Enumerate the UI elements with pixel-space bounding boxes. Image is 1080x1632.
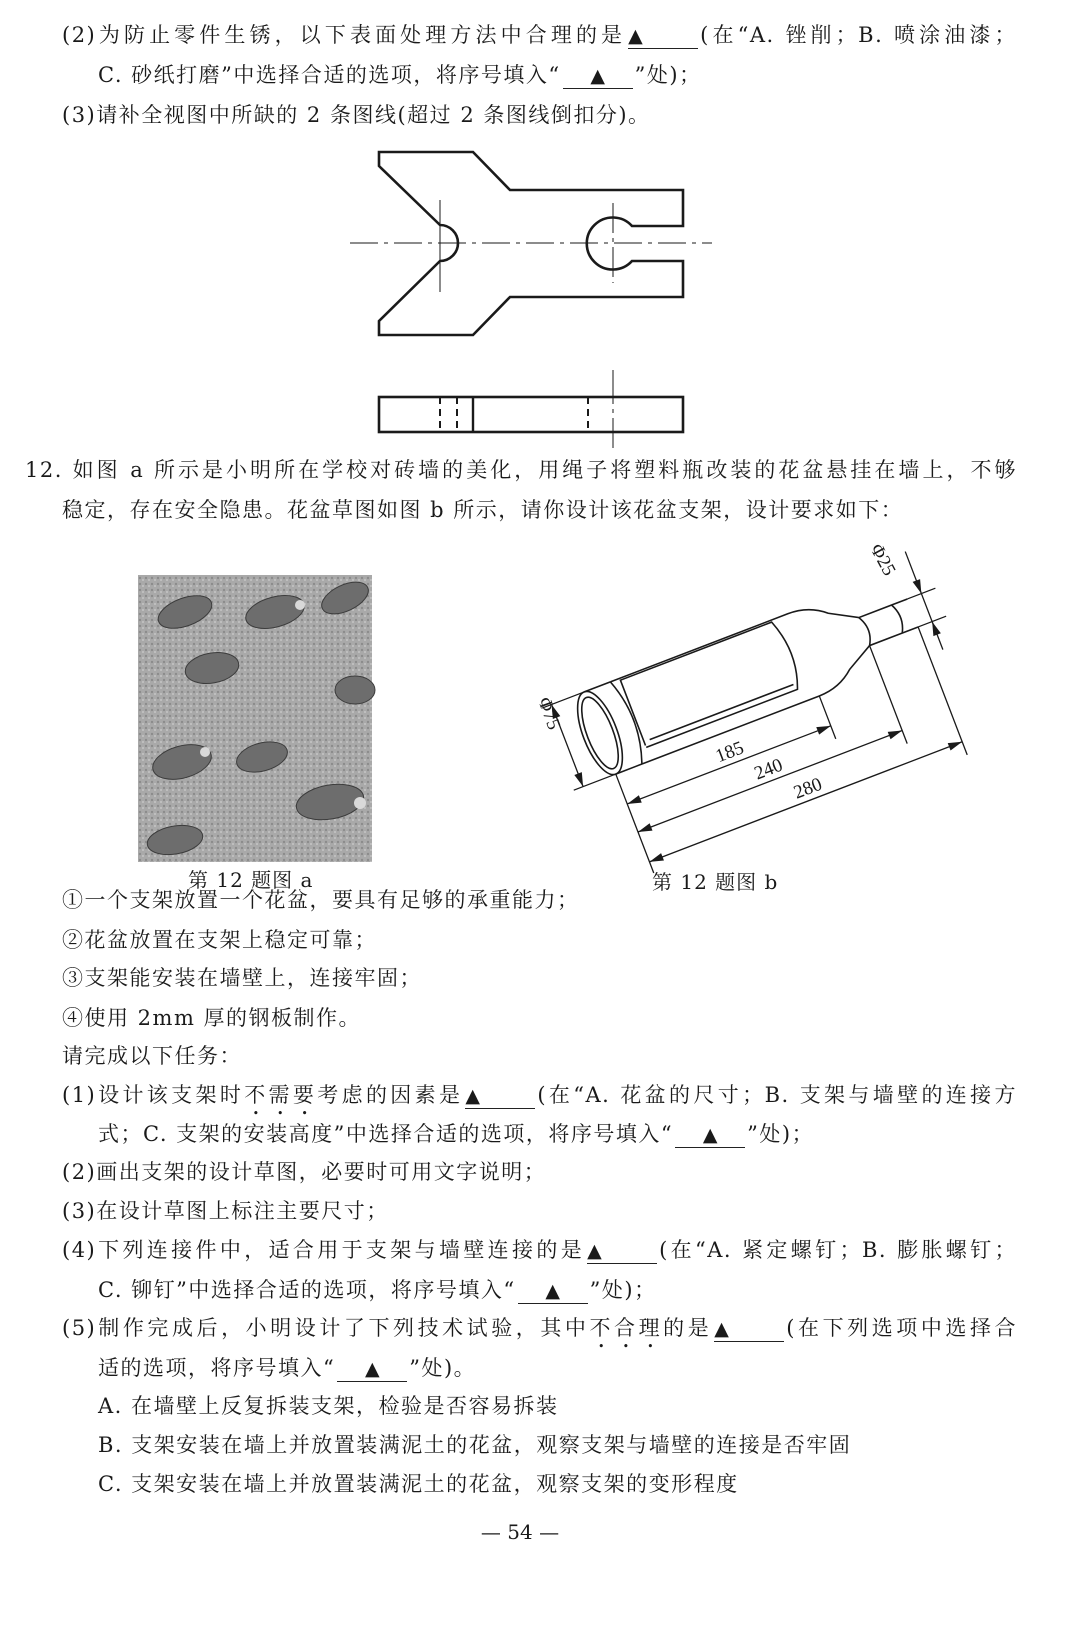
front-view-outline <box>379 397 683 432</box>
text: (1)设计该支架时 <box>62 1083 245 1107</box>
technical-drawing-views <box>350 152 712 448</box>
answer-blank[interactable]: ▲ <box>465 1084 535 1109</box>
task-5-line1 <box>62 1314 1017 1353</box>
emphasized-text: 不合理 <box>589 1316 664 1340</box>
answer-blank[interactable]: ▲ <box>628 24 698 49</box>
text: ”处)； <box>589 1278 657 1302</box>
bottle-sketch <box>536 546 995 891</box>
text: (5)制作完成后，小明设计了下列技术试验，其中 <box>62 1316 590 1340</box>
caption-figure-a: 第 12 题图 a <box>188 868 314 892</box>
answer-blank[interactable]: ▲ <box>337 1357 407 1382</box>
emphasized-text: 不需要 <box>244 1083 318 1107</box>
text: 适的选项，将序号填入“ <box>98 1356 336 1380</box>
dim-phi75: Φ75 <box>533 694 565 733</box>
text: ”处)； <box>747 1122 815 1146</box>
text: C. 铆钉”中选择合适的选项，将序号填入“ <box>98 1278 516 1302</box>
q11-part3: (3)请补全视图中所缺的 2 条图线(超过 2 条图线倒扣分)。 <box>62 103 651 127</box>
text: 考虑的因素是 <box>317 1083 464 1107</box>
bottle-body <box>610 572 928 764</box>
task-4-line1 <box>62 1236 1017 1264</box>
bottle-mouth <box>568 686 631 780</box>
answer-blank[interactable]: ▲ <box>563 64 633 89</box>
text: (在下列选项中选择合 <box>786 1316 1018 1340</box>
text: ”处)。 <box>409 1356 477 1380</box>
task-1-line1 <box>62 1081 1017 1120</box>
page-number: — 54 — <box>480 1520 560 1544</box>
answer-blank[interactable]: ▲ <box>714 1317 784 1342</box>
dim-280: 280 <box>790 773 826 804</box>
photo-bottle-planters-on-wall <box>138 575 375 862</box>
text: (在“A. 紧定螺钉；B. 膨胀螺钉； <box>659 1238 1017 1262</box>
text: (2)为防止零件生锈，以下表面处理方法中合理的是 <box>62 23 627 47</box>
text: 的是 <box>663 1316 713 1340</box>
q12-intro-line2: 稳定，存在安全隐患。花盆草图如图 b 所示，请你设计该花盆支架，设计要求如下： <box>62 498 904 522</box>
text: (在“A. 花盆的尺寸；B. 支架与墙壁的连接方 <box>537 1083 1018 1107</box>
task-3: (3)在设计草图上标注主要尺寸； <box>62 1199 389 1223</box>
answer-blank[interactable]: ▲ <box>518 1279 588 1304</box>
answer-blank[interactable]: ▲ <box>587 1239 657 1264</box>
dim-240: 240 <box>751 754 786 785</box>
task-1-line2 <box>98 1120 814 1148</box>
text: C. 砂纸打磨”中选择合适的选项，将序号填入“ <box>98 63 561 87</box>
option-b: B. 支架安装在墙上并放置装满泥土的花盆，观察支架与墙壁的连接是否牢固 <box>98 1433 852 1457</box>
bottle-window <box>620 620 804 748</box>
option-c: C. 支架安装在墙上并放置装满泥土的花盆，观察支架的变形程度 <box>98 1472 739 1496</box>
requirement-4: ④使用 2mm 厚的钢板制作。 <box>62 1006 362 1030</box>
text: ”处)； <box>634 63 702 87</box>
task-2: (2)画出支架的设计草图，必要时可用文字说明； <box>62 1160 547 1184</box>
text: (4)下列连接件中，适合用于支架与墙壁连接的是 <box>62 1238 586 1262</box>
task-intro: 请完成以下任务： <box>62 1044 242 1068</box>
dim-185: 185 <box>712 737 747 768</box>
q12-intro-line1: 12. 如图 a 所示是小明所在学校对砖墙的美化，用绳子将塑料瓶改装的花盆悬挂在墙上，不够 <box>25 458 1017 482</box>
text: 式；C. 支架的安装高度”中选择合适的选项，将序号填入“ <box>98 1122 674 1146</box>
answer-blank[interactable]: ▲ <box>675 1123 745 1148</box>
requirement-3: ③支架能安装在墙壁上，连接牢固； <box>62 966 422 990</box>
requirement-2: ②花盆放置在支架上稳定可靠； <box>62 928 377 952</box>
caption-figure-b: 第 12 题图 b <box>652 870 779 894</box>
task-4-line2 <box>98 1276 657 1304</box>
task-5-line2 <box>98 1354 476 1382</box>
dim-phi25: Φ25 <box>865 540 900 580</box>
option-a: A. 在墙壁上反复拆装支架，检验是否容易拆装 <box>98 1394 559 1418</box>
requirement-1: ①一个支架放置一个花盆，要具有足够的承重能力； <box>62 888 580 912</box>
text: (在“A. 锉削；B. 喷涂油漆； <box>700 23 1017 47</box>
